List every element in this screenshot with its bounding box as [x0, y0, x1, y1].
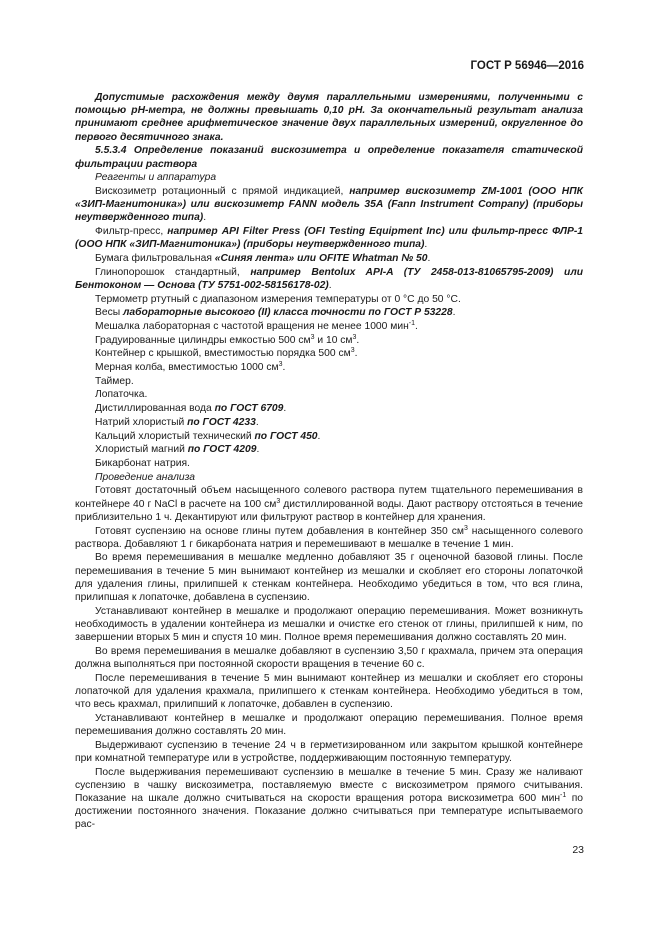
procedure-paragraph: После выдерживания перемешивают суспензию в мешалке в течение 5 мин. Сразу же наливают суспензию в чашку вискозиметра, поставляемую вместе с вискозиметром прямого считывания. Показание на шкале должно считываться на скорости вращения ротора вискозиметра 600 мин$^{-1}$ по достижении постоянного значения. Показание должно считываться при температуре испытываемого рас- [75, 766, 583, 831]
list-item: Дистиллированная вода по ГОСТ 6709. [95, 403, 287, 415]
list-item: Контейнер с крышкой, вместимостью порядка 500 $см^3$. [95, 347, 358, 360]
page-number: 23 [572, 844, 584, 856]
reagents-subheading: Реагенты и аппаратура [95, 172, 217, 184]
list-item: Натрий хлористый по ГОСТ 4233. [95, 416, 259, 428]
list-item: Бикарбонат натрия. [95, 457, 190, 469]
procedure-paragraph: Во время перемешивания в мешалке добавляют в суспензию 3,50 г крахмала, причем эта операция должна выполняться при постоянной скорости вращения в течение 60 с. [75, 645, 583, 671]
list-item: Фильтр-пресс, например API Filter Press (OFI Testing Equipment Inc) или фильтр-пресс ФЛР-1 (ООО НПК «ЗИП-Магнитоника») (приборы неутвержденного типа). [75, 226, 584, 251]
procedure-paragraph: Во время перемешивания в мешалке медленно добавляют 35 г оценочной базовой глины. После перемешивания в течение 5 мин вынимают контейнер из мешалки и скобляет его стороны лопаточкой для удаления глины, прилипшей к стенкам контейнера. Необходимо убедиться в том, что вся глина, прилипшая к лопаточке, добавлена в суспензию. [75, 552, 583, 604]
list-item: Мерная колба, вместимостью 1000 $см^3$. [95, 361, 286, 374]
list-item: Кальций хлористый технический по ГОСТ 450. [95, 430, 321, 442]
list-item: Весы лабораторные высокого (II) класса точности по ГОСТ Р 53228. [95, 307, 456, 319]
document-header: ГОСТ Р 56946—2016 [470, 60, 584, 72]
list-item: Мешалка лабораторная с частотой вращения не менее 1000 мин$^{-1}$. [95, 319, 418, 332]
list-item: Бумага фильтровальная «Синяя лента» или OFITE Whatman № 50. [95, 252, 431, 264]
procedure-paragraph: После перемешивания в течение 5 мин вынимают контейнер из мешалки и скобляет его стороны лопаточкой для удаления крахмала, прилипшего к стенкам контейнера. Необходимо убедиться в том, что весь крахмал, прилипший к лопаточке, добавлен в суспензию. [75, 672, 583, 711]
list-item: Вискозиметр ротационный с прямой индикацией, например вискозиметр ZM-1001 (ООО НПК «ЗИП-Магнитоника») или вискозиметр FANN модель 35А (Fann Instrument Company) (приборы неутвержденного типа). [75, 185, 583, 224]
list-item: Хлористый магний по ГОСТ 4209. [95, 444, 260, 456]
section-heading: 5.5.3.4 Определение показаний вискозиметра и определение показателя статической фильтрации раствора [75, 145, 583, 170]
list-item: Глинопорошок стандартный, например Bentolux API-A (ТУ 2458-013-81065795-2009) или Бентоконом — Основа (ТУ 5751-002-58156178-02). [75, 266, 584, 291]
page-content [75, 91, 583, 832]
intro-paragraph: Допустимые расхождения между двумя параллельными измерениями, полученными с помощью рН-метра, не должны превышать 0,10 рН. За окончательный результат анализа принимают среднее арифметическое значение двух параллельных измерений, округленное до первого десятичного знака. [75, 92, 583, 143]
procedure-paragraph: Выдерживают суспензию в течение 24 ч в герметизированном или закрытом крышкой контейнере при комнатной температуре или в устройстве, поддерживающим постоянную температуру. [75, 739, 583, 764]
list-item: Таймер. [95, 375, 134, 387]
procedure-paragraph: Устанавливают контейнер в мешалке и продолжают операцию перемешивания. Полное время перемешивания должно составлять 20 мин. [75, 712, 583, 738]
list-item: Термометр ртутный с диапазоном измерения температуры от 0 °С до 50 °С. [95, 293, 461, 305]
procedure-paragraph: Устанавливают контейнер в мешалке и продолжают операцию перемешивания. Может возникнуть необходимость в удалении контейнера из мешалки и очистке его стенок от глины, прилипшей к ним, по завершении вторых 5 мин и спустя 10 мин. Полное время перемешивания должно составлять 20 мин. [75, 605, 583, 644]
list-item: Лопаточка. [95, 389, 148, 401]
procedure-subheading: Проведение анализа [95, 471, 196, 483]
procedure-paragraph: Готовят достаточный объем насыщенного солевого раствора путем тщательного перемешивания в контейнере 40 г NaCl в расчете на 100 $см^3$ дистиллированной воды. Дают раствору отстояться в течение приблизительно 1 ч. Декантируют или фильтруют раствор в контейнер для хранения. [75, 485, 583, 523]
list-item: Градуированные цилиндры емкостью 500 $см^3$ и 10 $см^3$. [95, 333, 360, 346]
procedure-paragraph: Готовят суспензию на основе глины путем добавления в контейнер 350 $см^3$ насыщенного солевого раствора. Добавляют 1 г бикарбоната натрия и перемешивают в мешалке в течение 1 мин. [75, 524, 583, 550]
